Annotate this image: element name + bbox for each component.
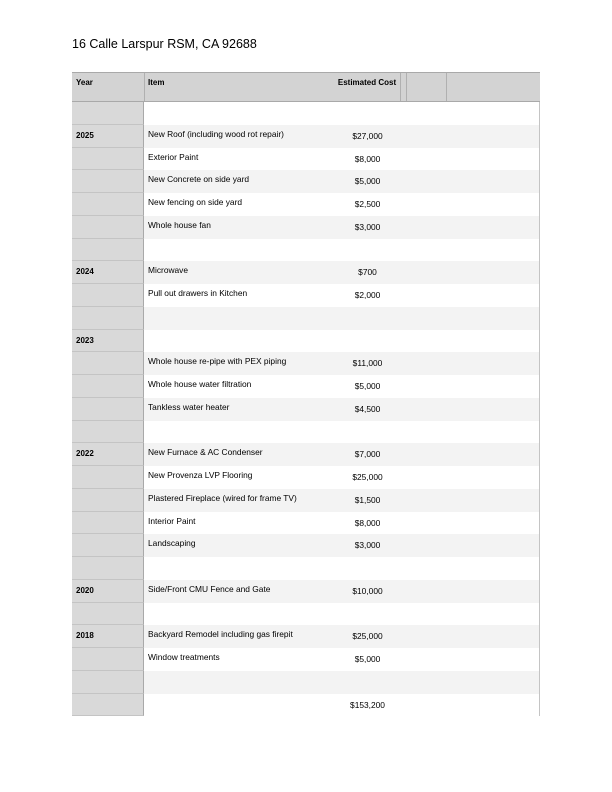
item-cell: Tankless water heater	[148, 401, 230, 412]
row-right-border	[539, 352, 540, 375]
cost-cell: $2,500	[354, 199, 381, 209]
table-row	[72, 330, 540, 353]
item-cell: New Provenza LVP Flooring	[148, 470, 253, 480]
table-row	[72, 648, 540, 671]
row-right-border	[539, 239, 540, 262]
cost-cell: $11,000	[352, 358, 383, 369]
row-right-border	[539, 398, 540, 421]
table-row	[72, 557, 540, 580]
row-right-border	[539, 603, 540, 626]
cost-cell: $5,000	[354, 654, 381, 664]
item-cell: Exterior Paint	[148, 151, 199, 162]
year-cell	[72, 557, 144, 580]
cost-cell: $2,000	[354, 290, 381, 300]
year-cell	[72, 102, 144, 125]
year-cell	[72, 352, 144, 375]
year-cell	[72, 239, 144, 262]
table-row	[72, 193, 540, 216]
year-cell	[72, 534, 144, 557]
year-cell: 2020	[72, 580, 144, 603]
table-row	[72, 148, 540, 171]
year-cell	[72, 148, 144, 171]
row-right-border	[539, 307, 540, 330]
row-right-border	[539, 170, 540, 193]
table-row	[72, 421, 540, 444]
header-year: Year	[72, 73, 145, 101]
item-cell: Whole house water filtration	[148, 379, 252, 389]
table-body	[72, 102, 540, 716]
row-right-border	[539, 375, 540, 398]
table-row	[72, 466, 540, 489]
cost-cell: $27,000	[352, 130, 383, 141]
cost-cell: $5,000	[354, 381, 381, 391]
row-right-border	[539, 580, 540, 603]
year-cell	[72, 603, 144, 626]
item-cell: Microwave	[148, 265, 189, 276]
row-right-border	[539, 125, 540, 148]
cost-cell: $25,000	[352, 631, 383, 642]
item-cell: Plastered Fireplace (wired for frame TV)	[148, 492, 297, 503]
row-right-border	[539, 330, 540, 353]
item-cell: Backyard Remodel including gas firepit	[148, 629, 293, 640]
table-row	[72, 443, 540, 466]
row-right-border	[539, 193, 540, 216]
table-row	[72, 489, 540, 512]
year-cell: 2023	[72, 330, 144, 353]
cost-table	[72, 72, 540, 716]
row-right-border	[539, 443, 540, 466]
row-right-border	[539, 648, 540, 671]
table-row	[72, 125, 540, 148]
table-row	[72, 102, 540, 125]
row-right-border	[539, 216, 540, 239]
header-item: Item	[145, 73, 407, 101]
item-cell: Pull out drawers in Kitchen	[148, 288, 248, 298]
table-row	[72, 512, 540, 535]
cost-cell: $3,000	[354, 540, 381, 551]
header-empty-column	[447, 73, 540, 101]
table-row	[72, 580, 540, 603]
row-right-border	[539, 625, 540, 648]
item-cell: New Furnace & AC Condenser	[148, 447, 263, 458]
item-cell: New Roof (including wood rot repair)	[148, 128, 284, 139]
table-row	[72, 398, 540, 421]
row-right-border	[539, 261, 540, 284]
header-estimated-cost: Estimated Cost	[334, 73, 401, 101]
year-cell	[72, 421, 144, 444]
year-cell	[72, 193, 144, 216]
table-row	[72, 534, 540, 557]
header-empty-column	[401, 73, 447, 101]
cost-cell: $153,200	[350, 699, 385, 710]
year-cell	[72, 216, 144, 239]
item-cell: Window treatments	[148, 652, 220, 662]
year-cell	[72, 398, 144, 421]
row-right-border	[539, 421, 540, 444]
row-right-border	[539, 512, 540, 535]
table-row	[72, 375, 540, 398]
table-row	[72, 239, 540, 262]
year-cell	[72, 694, 144, 717]
item-cell: Side/Front CMU Fence and Gate	[148, 583, 271, 594]
item-cell: Whole house re-pipe with PEX piping	[148, 356, 287, 367]
year-cell	[72, 671, 144, 694]
row-right-border	[539, 148, 540, 171]
cost-cell: $3,000	[354, 221, 381, 232]
item-cell: Interior Paint	[148, 515, 196, 526]
year-cell	[72, 466, 144, 489]
table-row	[72, 603, 540, 626]
year-cell	[72, 512, 144, 535]
year-cell	[72, 648, 144, 671]
row-right-border	[539, 671, 540, 694]
page-title: 16 Calle Larspur RSM, CA 92688	[72, 37, 257, 51]
year-cell	[72, 307, 144, 330]
cost-cell: $4,500	[354, 403, 381, 414]
year-cell: 2022	[72, 443, 144, 466]
table-header	[72, 72, 540, 102]
row-right-border	[539, 102, 540, 125]
table-row	[72, 671, 540, 694]
cost-cell: $8,000	[354, 517, 381, 528]
cost-cell: $5,000	[354, 176, 381, 187]
table-row	[72, 694, 540, 717]
row-right-border	[539, 466, 540, 489]
item-cell: Landscaping	[148, 538, 196, 549]
row-right-border	[539, 284, 540, 307]
year-cell: 2018	[72, 625, 144, 648]
table-row	[72, 216, 540, 239]
row-right-border	[539, 534, 540, 557]
row-right-border	[539, 557, 540, 580]
year-cell	[72, 489, 144, 512]
table-row	[72, 261, 540, 284]
cost-cell: $7,000	[354, 449, 381, 460]
year-cell: 2024	[72, 261, 144, 284]
cost-cell: $700	[358, 267, 377, 278]
row-right-border	[539, 694, 540, 717]
cost-cell: $25,000	[352, 472, 383, 482]
item-cell: Whole house fan	[148, 219, 211, 230]
table-row	[72, 625, 540, 648]
cost-cell: $10,000	[352, 585, 383, 596]
year-cell: 2025	[72, 125, 144, 148]
year-cell	[72, 375, 144, 398]
cost-cell: $1,500	[354, 494, 381, 505]
item-cell: New Concrete on side yard	[148, 174, 250, 185]
cost-cell: $8,000	[354, 153, 381, 164]
item-cell: New fencing on side yard	[148, 197, 243, 207]
year-cell	[72, 284, 144, 307]
year-cell	[72, 170, 144, 193]
table-row	[72, 307, 540, 330]
table-row	[72, 284, 540, 307]
table-row	[72, 170, 540, 193]
row-right-border	[539, 489, 540, 512]
table-row	[72, 352, 540, 375]
